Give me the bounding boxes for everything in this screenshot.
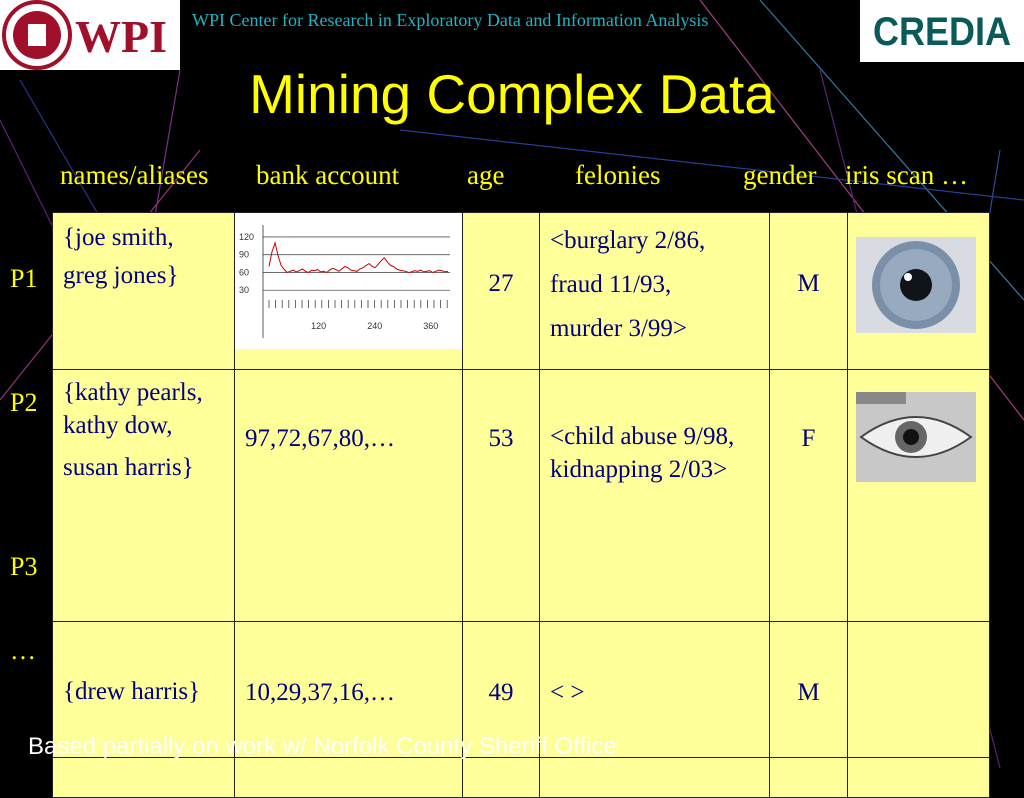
- table-row: [53, 757, 990, 797]
- table-row: [53, 369, 990, 621]
- iris-cell: [848, 757, 990, 797]
- eye-scan-image: [856, 392, 976, 482]
- series-line: [269, 243, 448, 273]
- age-text: 53: [488, 424, 514, 452]
- column-header-gender: gender: [743, 160, 817, 190]
- names-text: {kathy pearls, kathy dow,: [63, 378, 203, 440]
- gender-cell: [770, 369, 848, 621]
- credia-logo-text: CREDIA: [872, 10, 1012, 54]
- table-row: [53, 213, 990, 370]
- names-cell: [53, 369, 235, 621]
- row-label-p1: P1: [10, 264, 38, 293]
- row-label-p3: P3: [10, 552, 38, 581]
- x-tick-label: 240: [367, 321, 383, 331]
- bank-account-text: 10,29,37,16,…: [245, 678, 395, 706]
- row-label-p2: P2: [10, 388, 38, 417]
- iris-cell: [848, 621, 990, 757]
- names-text: {drew harris}: [63, 677, 201, 705]
- felony-line: <child abuse 9/98, kidnapping 2/03>: [550, 422, 735, 484]
- column-header-iris-scan: iris scan …: [845, 160, 968, 190]
- wpi-logo-text: WPI: [75, 11, 167, 62]
- felony-line: fraud 11/93,: [550, 270, 672, 298]
- bank-account-cell: [235, 369, 463, 621]
- column-header-felonies: felonies: [575, 160, 661, 190]
- gender-cell: [770, 621, 848, 757]
- felonies-cell: [540, 213, 770, 370]
- names-cell: [53, 213, 235, 370]
- x-tick-label: 360: [423, 321, 439, 331]
- records-table: [52, 212, 990, 798]
- column-header-names: names/aliases: [60, 160, 209, 190]
- y-tick-label: 30: [239, 285, 250, 296]
- felony-line: <burglary 2/86,: [550, 227, 706, 254]
- bank-account-chart-cell: [235, 213, 463, 370]
- age-cell: [463, 369, 540, 621]
- wpi-logo: [0, 0, 180, 70]
- gender-cell: [770, 757, 848, 797]
- footer-note: Based partially on work w/ Norfolk County Sheriff Office: [28, 733, 617, 760]
- y-tick-label: 120: [239, 231, 255, 242]
- x-tick-label: 120: [311, 321, 327, 331]
- column-header-age: age: [467, 160, 505, 190]
- age-cell: [463, 213, 540, 370]
- felonies-cell: [540, 757, 770, 797]
- age-text: 49: [488, 678, 514, 706]
- names-text: {joe smith, greg jones}: [63, 224, 179, 289]
- y-tick-label: 90: [239, 249, 250, 260]
- bank-account-chart: [235, 213, 462, 349]
- felonies-cell: [540, 369, 770, 621]
- y-tick-label: 60: [239, 267, 250, 278]
- felony-line: murder 3/99>: [550, 314, 687, 342]
- iris-scan-image: [856, 237, 976, 333]
- names-text: susan harris}: [63, 454, 194, 481]
- column-header-bank-account: bank account: [256, 160, 400, 190]
- bank-account-text: 97,72,67,80,…: [245, 424, 395, 452]
- age-text: 27: [488, 270, 514, 297]
- gender-text: F: [801, 424, 816, 452]
- felony-line: < >: [550, 678, 585, 706]
- iris-cell: [848, 369, 990, 621]
- header-center-text: WPI Center for Research in Exploratory Data and Information Analysis: [192, 10, 709, 30]
- gender-text: M: [797, 270, 820, 297]
- age-cell: [463, 757, 540, 797]
- names-cell: [53, 757, 235, 797]
- credia-logo: [860, 0, 1024, 62]
- slide-title: Mining Complex Data: [249, 63, 775, 125]
- gender-text: M: [797, 678, 820, 706]
- bank-account-cell: [235, 757, 463, 797]
- iris-cell: [848, 213, 990, 370]
- gender-cell: [770, 213, 848, 370]
- row-label-ellipsis: …: [10, 636, 36, 665]
